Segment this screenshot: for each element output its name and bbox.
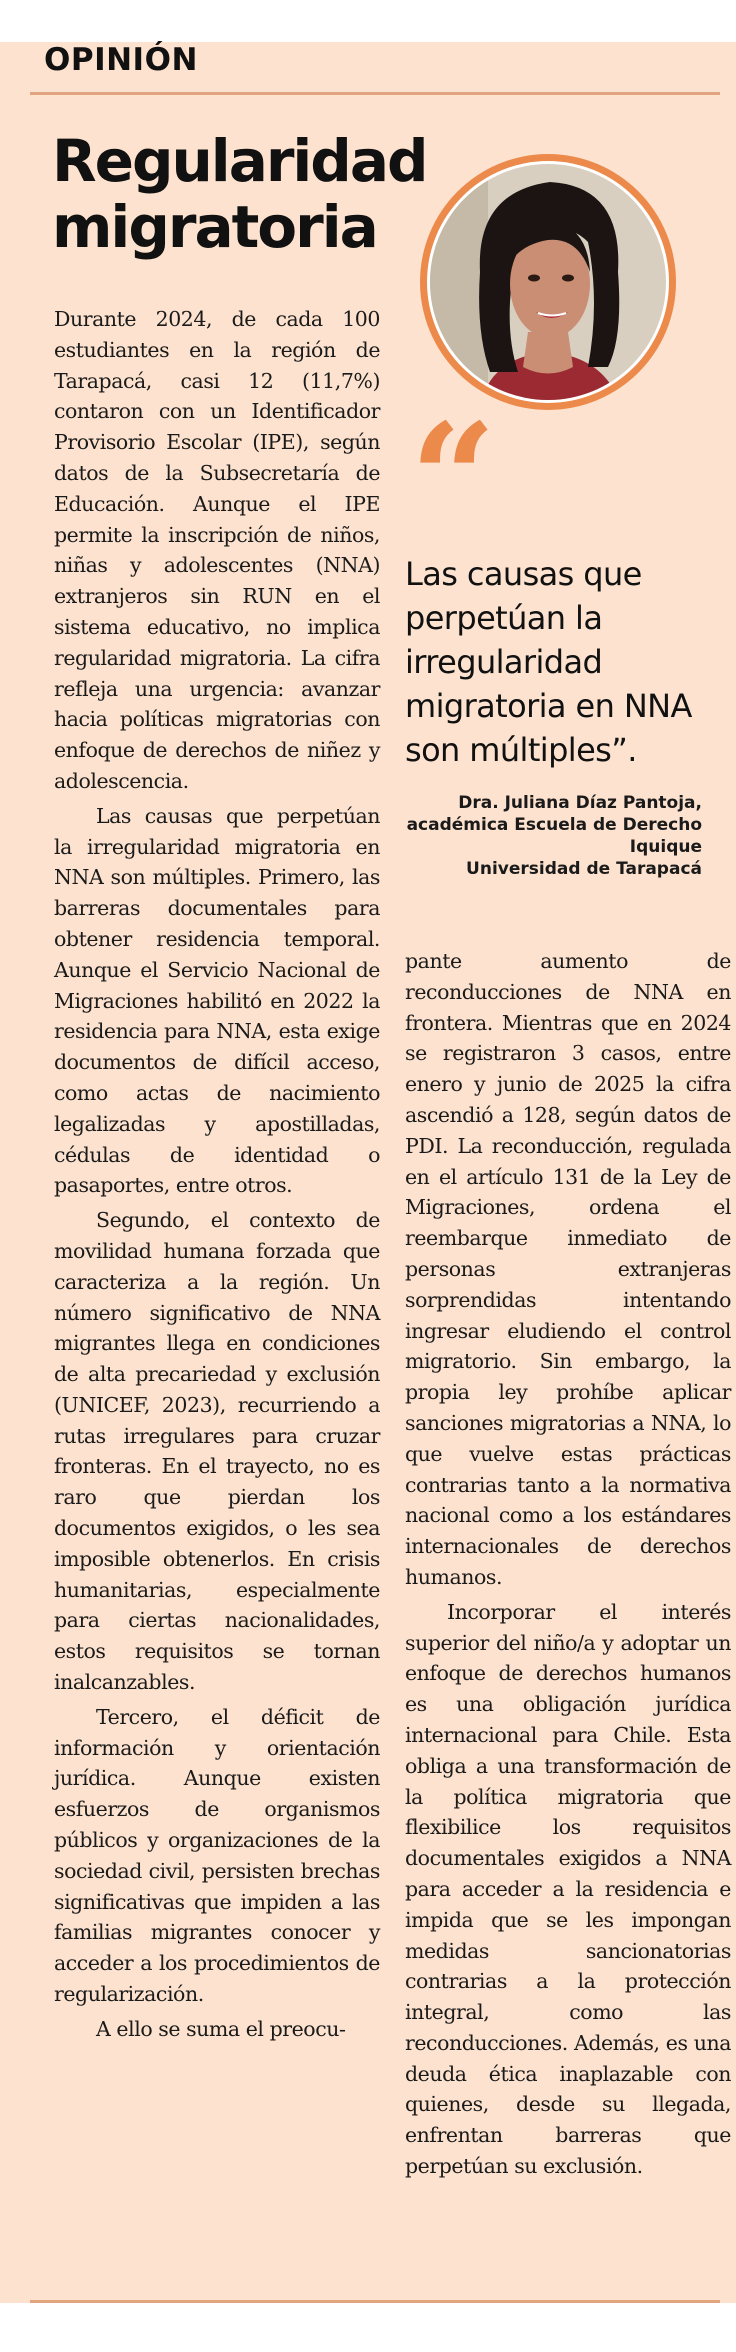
article-paragraph: Durante 2024, de cada 100 estudiantes en la región de Tarapacá, casi 12 (11,7%) contaron con un Identificador Provisorio Escolar (IPE), según datos de la Subsecretaría de Educación. Aunque el IPE permite la inscripción de niños, niñas y adolescentes (NNA) extranjeros sin RUN en el sistema educativo, no implica regularidad migratoria. La cifra refleja una urgencia: avanzar hacia políticas migratorias con enfoque de derechos de niñez y adolescencia.	[54, 307, 380, 793]
article-paragraph: Las causas que perpetúan la irregularidad migratoria en NNA son múltiples. Primero, las barreras documentales para obtener residencia temporal. Aunque el Servicio Nacional de Migraciones habilitó en 2022 la residencia para NNA, esta exige documentos de difícil acceso, como actas de nacimiento legalizadas y apostilladas, cédulas de identidad o pasaportes, entre otros.	[54, 803, 380, 1198]
author-institution: Universidad de Tarapacá	[466, 859, 702, 879]
top-margin	[0, 0, 736, 42]
pull-quote: Las causas que perpetúan la irregularidad migratoria en NNA son múltiples”.	[405, 555, 692, 769]
article-paragraph: Segundo, el contexto de movilidad humana forzada que caracteriza a la región. Un número significativo de NNA migrantes llega en condiciones de alta precariedad y exclusión (UNICEF, 2023), recurriendo a rutas irregulares para cruzar fronteras. En el trayecto, no es raro que pierdan los documentos exigidos, o les sea imposible obtenerlos. En crisis humanitarias, especialmente para ciertas nacionalidades, estos requisitos se tornan inalcanzables.	[54, 1208, 380, 1695]
article-column-left	[54, 304, 380, 2049]
author-name: Dra. Juliana Díaz Pantoja,	[458, 793, 702, 813]
section-label: OPINIÓN	[44, 42, 198, 78]
bottom-margin	[0, 2303, 736, 2352]
article-paragraph: pante aumento de reconducciones de NNA en frontera. Mientras que en 2024 se registraron 3 casos, entre enero y junio de 2025 la cifra ascendió a 128, según datos de PDI. La reconducción, regulada en el artículo 131 de la Ley de Migraciones, ordena el reembarque inmediato de personas extranjeras sorprendidas intentando ingresar eludiendo el control migratorio. Sin embargo, la propia ley prohíbe aplicar sanciones migratorias a NNA, lo que vuelve estas prácticas contrarias tanto a la normativa nacional como a los estándares internacionales de derechos humanos.	[405, 949, 731, 1589]
article-paragraph: A ello se suma el preocu-	[96, 2016, 346, 2041]
article-paragraph: Tercero, el déficit de información y orientación jurídica. Aunque existen esfuerzos de organismos públicos y organizaciones de la sociedad civil, persisten brechas significativas que impiden a las familias migrantes conocer y acceder a los procedimientos de regularización.	[54, 1704, 380, 2007]
article-column-right	[405, 946, 731, 2186]
headline: Regularidad migratoria	[52, 127, 427, 261]
quote-mark-icon: “	[410, 391, 497, 567]
byline	[400, 792, 702, 880]
article-paragraph: Incorporar el interés superior del niño/a y adoptar un enfoque de derechos humanos es una obligación jurídica internacional para Chile. Esta obliga a una transformación de la política migratoria que flexibilice los requisitos documentales exigidos a NNA para acceder a la residencia e impida que se les impongan medidas sancionatorias contrarias a la protección integral, como las reconducciones. Además, es una deuda ética inaplazable con quienes, desde su llegada, enfrentan barreras que perpetúan su exclusión.	[405, 1599, 731, 2179]
author-photo	[418, 152, 678, 412]
author-role: académica Escuela de Derecho Iquique	[406, 815, 702, 857]
top-rule	[30, 92, 720, 95]
